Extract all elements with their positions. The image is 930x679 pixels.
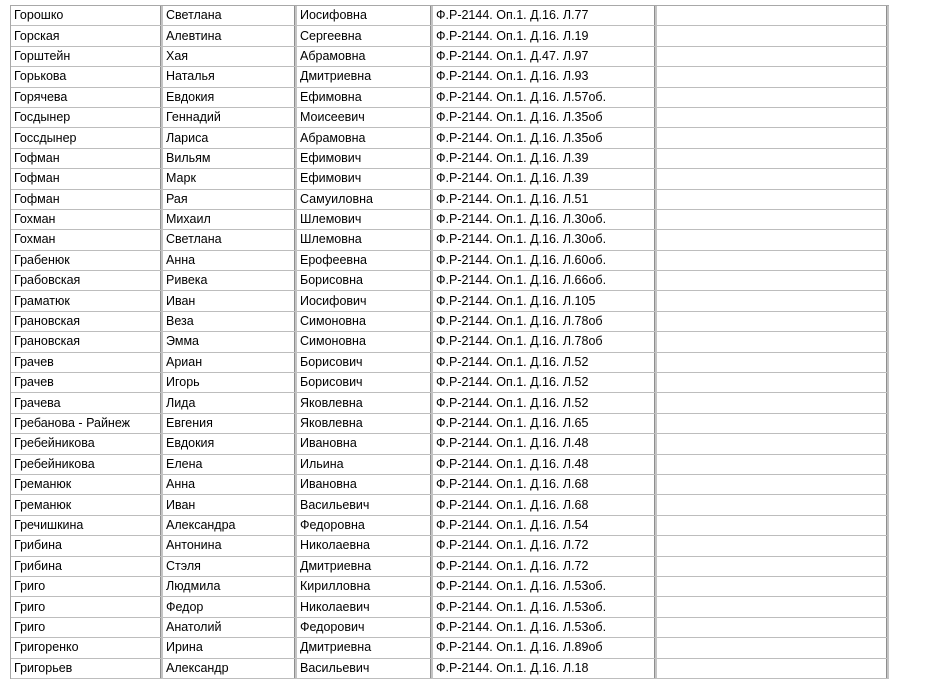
empty-cell bbox=[657, 638, 889, 658]
name-cell: Эмма bbox=[163, 332, 297, 352]
surname-cell: Грибина bbox=[11, 536, 163, 556]
name-cell: Анна bbox=[163, 251, 297, 271]
surname-cell: Грибина bbox=[11, 557, 163, 577]
patronymic-cell: Ефимович bbox=[297, 149, 433, 169]
empty-cell bbox=[657, 353, 889, 373]
patronymic-cell: Борисовна bbox=[297, 271, 433, 291]
surname-cell: Грановская bbox=[11, 312, 163, 332]
table-row bbox=[11, 353, 889, 373]
patronymic-cell: Дмитриевна bbox=[297, 67, 433, 87]
patronymic-cell: Абрамовна bbox=[297, 47, 433, 67]
table-row bbox=[11, 6, 889, 26]
surname-cell: Греманюк bbox=[11, 495, 163, 515]
name-cell: Светлана bbox=[163, 230, 297, 250]
empty-cell bbox=[657, 88, 889, 108]
empty-cell bbox=[657, 67, 889, 87]
name-cell: Лида bbox=[163, 393, 297, 413]
patronymic-cell: Борисович bbox=[297, 353, 433, 373]
surname-cell: Григо bbox=[11, 597, 163, 617]
archive-reference-cell: Ф.Р-2144. Оп.1. Д.16. Л.68 bbox=[433, 475, 657, 495]
empty-cell bbox=[657, 393, 889, 413]
empty-cell bbox=[657, 414, 889, 434]
table-row bbox=[11, 251, 889, 271]
table-row bbox=[11, 577, 889, 597]
patronymic-cell: Шлемович bbox=[297, 210, 433, 230]
surname-cell: Горштейн bbox=[11, 47, 163, 67]
name-cell: Иван bbox=[163, 495, 297, 515]
archive-reference-cell: Ф.Р-2144. Оп.1. Д.16. Л.52 bbox=[433, 393, 657, 413]
archive-reference-cell: Ф.Р-2144. Оп.1. Д.16. Л.54 bbox=[433, 516, 657, 536]
name-cell: Рая bbox=[163, 190, 297, 210]
empty-cell bbox=[657, 108, 889, 128]
name-cell: Ривека bbox=[163, 271, 297, 291]
table-row bbox=[11, 414, 889, 434]
name-cell: Хая bbox=[163, 47, 297, 67]
patronymic-cell: Ивановна bbox=[297, 434, 433, 454]
patronymic-cell: Моисеевич bbox=[297, 108, 433, 128]
archive-reference-cell: Ф.Р-2144. Оп.1. Д.16. Л.48 bbox=[433, 434, 657, 454]
empty-cell bbox=[657, 210, 889, 230]
archive-reference-cell: Ф.Р-2144. Оп.1. Д.16. Л.78об bbox=[433, 332, 657, 352]
surname-cell: Горошко bbox=[11, 6, 163, 26]
empty-cell bbox=[657, 6, 889, 26]
surname-cell: Грачев bbox=[11, 373, 163, 393]
name-cell: Веза bbox=[163, 312, 297, 332]
name-cell: Алевтина bbox=[163, 26, 297, 46]
table-row bbox=[11, 597, 889, 617]
empty-cell bbox=[657, 516, 889, 536]
table-row bbox=[11, 128, 889, 148]
surname-cell: Гохман bbox=[11, 210, 163, 230]
table-row bbox=[11, 47, 889, 67]
name-cell: Наталья bbox=[163, 67, 297, 87]
surname-cell: Грабовская bbox=[11, 271, 163, 291]
patronymic-cell: Яковлевна bbox=[297, 393, 433, 413]
patronymic-cell: Федоровна bbox=[297, 516, 433, 536]
surname-cell: Греманюк bbox=[11, 475, 163, 495]
name-cell: Евгения bbox=[163, 414, 297, 434]
table-row bbox=[11, 149, 889, 169]
surname-cell: Григо bbox=[11, 618, 163, 638]
surname-cell: Гофман bbox=[11, 190, 163, 210]
name-cell: Иван bbox=[163, 291, 297, 311]
name-cell: Федор bbox=[163, 597, 297, 617]
name-cell: Евдокия bbox=[163, 434, 297, 454]
name-cell: Геннадий bbox=[163, 108, 297, 128]
table-row bbox=[11, 169, 889, 189]
name-cell: Михаил bbox=[163, 210, 297, 230]
name-cell: Анна bbox=[163, 475, 297, 495]
table-row bbox=[11, 536, 889, 556]
surname-cell: Григорьев bbox=[11, 659, 163, 679]
name-cell: Александр bbox=[163, 659, 297, 679]
patronymic-cell: Абрамовна bbox=[297, 128, 433, 148]
empty-cell bbox=[657, 373, 889, 393]
empty-cell bbox=[657, 455, 889, 475]
surname-cell: Григоренко bbox=[11, 638, 163, 658]
empty-cell bbox=[657, 291, 889, 311]
table-row bbox=[11, 312, 889, 332]
table-row bbox=[11, 373, 889, 393]
empty-cell bbox=[657, 434, 889, 454]
patronymic-cell: Самуиловна bbox=[297, 190, 433, 210]
surname-cell: Гребанова - Райнеж bbox=[11, 414, 163, 434]
surname-cell: Гофман bbox=[11, 149, 163, 169]
table-row bbox=[11, 455, 889, 475]
name-cell: Лариса bbox=[163, 128, 297, 148]
archive-reference-cell: Ф.Р-2144. Оп.1. Д.16. Л.51 bbox=[433, 190, 657, 210]
surname-cell: Грабенюк bbox=[11, 251, 163, 271]
table-row bbox=[11, 230, 889, 250]
patronymic-cell: Иосифович bbox=[297, 291, 433, 311]
table-row bbox=[11, 618, 889, 638]
patronymic-cell: Иосифовна bbox=[297, 6, 433, 26]
table-row bbox=[11, 210, 889, 230]
name-cell: Ирина bbox=[163, 638, 297, 658]
surname-cell: Грачев bbox=[11, 353, 163, 373]
empty-cell bbox=[657, 190, 889, 210]
empty-cell bbox=[657, 475, 889, 495]
name-cell: Игорь bbox=[163, 373, 297, 393]
name-cell: Людмила bbox=[163, 577, 297, 597]
table-row bbox=[11, 26, 889, 46]
surname-cell: Горькова bbox=[11, 67, 163, 87]
name-cell: Антонина bbox=[163, 536, 297, 556]
surname-cell: Гофман bbox=[11, 169, 163, 189]
archive-reference-cell: Ф.Р-2144. Оп.1. Д.47. Л.97 bbox=[433, 47, 657, 67]
empty-cell bbox=[657, 536, 889, 556]
patronymic-cell: Шлемовна bbox=[297, 230, 433, 250]
archive-reference-cell: Ф.Р-2144. Оп.1. Д.16. Л.57об. bbox=[433, 88, 657, 108]
record-sheet bbox=[10, 5, 888, 679]
archive-reference-cell: Ф.Р-2144. Оп.1. Д.16. Л.78об bbox=[433, 312, 657, 332]
archive-reference-cell: Ф.Р-2144. Оп.1. Д.16. Л.53об. bbox=[433, 577, 657, 597]
archive-reference-cell: Ф.Р-2144. Оп.1. Д.16. Л.93 bbox=[433, 67, 657, 87]
surname-cell: Госсдынер bbox=[11, 128, 163, 148]
archive-reference-cell: Ф.Р-2144. Оп.1. Д.16. Л.52 bbox=[433, 353, 657, 373]
surname-cell: Горская bbox=[11, 26, 163, 46]
archive-reference-cell: Ф.Р-2144. Оп.1. Д.16. Л.18 bbox=[433, 659, 657, 679]
archive-reference-cell: Ф.Р-2144. Оп.1. Д.16. Л.53об. bbox=[433, 597, 657, 617]
records-table-body bbox=[11, 6, 889, 679]
patronymic-cell: Ильина bbox=[297, 455, 433, 475]
archive-reference-cell: Ф.Р-2144. Оп.1. Д.16. Л.72 bbox=[433, 557, 657, 577]
table-row bbox=[11, 108, 889, 128]
patronymic-cell: Симоновна bbox=[297, 312, 433, 332]
archive-reference-cell: Ф.Р-2144. Оп.1. Д.16. Л.72 bbox=[433, 536, 657, 556]
empty-cell bbox=[657, 618, 889, 638]
patronymic-cell: Сергеевна bbox=[297, 26, 433, 46]
table-row bbox=[11, 271, 889, 291]
name-cell: Анатолий bbox=[163, 618, 297, 638]
empty-cell bbox=[657, 47, 889, 67]
name-cell: Светлана bbox=[163, 6, 297, 26]
empty-cell bbox=[657, 577, 889, 597]
archive-reference-cell: Ф.Р-2144. Оп.1. Д.16. Л.48 bbox=[433, 455, 657, 475]
patronymic-cell: Ефимович bbox=[297, 169, 433, 189]
empty-cell bbox=[657, 597, 889, 617]
patronymic-cell: Николаевич bbox=[297, 597, 433, 617]
empty-cell bbox=[657, 557, 889, 577]
empty-cell bbox=[657, 495, 889, 515]
surname-cell: Грачева bbox=[11, 393, 163, 413]
name-cell: Стэля bbox=[163, 557, 297, 577]
empty-cell bbox=[657, 26, 889, 46]
table-row bbox=[11, 475, 889, 495]
empty-cell bbox=[657, 169, 889, 189]
name-cell: Вильям bbox=[163, 149, 297, 169]
surname-cell: Госдынер bbox=[11, 108, 163, 128]
archive-reference-cell: Ф.Р-2144. Оп.1. Д.16. Л.66об. bbox=[433, 271, 657, 291]
patronymic-cell: Васильевич bbox=[297, 495, 433, 515]
archive-reference-cell: Ф.Р-2144. Оп.1. Д.16. Л.53об. bbox=[433, 618, 657, 638]
surname-cell: Гохман bbox=[11, 230, 163, 250]
patronymic-cell: Яковлевна bbox=[297, 414, 433, 434]
table-row bbox=[11, 638, 889, 658]
empty-cell bbox=[657, 271, 889, 291]
archive-reference-cell: Ф.Р-2144. Оп.1. Д.16. Л.30об. bbox=[433, 210, 657, 230]
empty-cell bbox=[657, 332, 889, 352]
name-cell: Евдокия bbox=[163, 88, 297, 108]
patronymic-cell: Дмитриевна bbox=[297, 557, 433, 577]
surname-cell: Грановская bbox=[11, 332, 163, 352]
records-table bbox=[10, 5, 889, 679]
patronymic-cell: Федорович bbox=[297, 618, 433, 638]
empty-cell bbox=[657, 149, 889, 169]
table-row bbox=[11, 557, 889, 577]
surname-cell: Горячева bbox=[11, 88, 163, 108]
table-row bbox=[11, 291, 889, 311]
table-row bbox=[11, 659, 889, 679]
table-row bbox=[11, 332, 889, 352]
patronymic-cell: Ерофеевна bbox=[297, 251, 433, 271]
surname-cell: Гречишкина bbox=[11, 516, 163, 536]
archive-reference-cell: Ф.Р-2144. Оп.1. Д.16. Л.60об. bbox=[433, 251, 657, 271]
archive-reference-cell: Ф.Р-2144. Оп.1. Д.16. Л.35об bbox=[433, 128, 657, 148]
table-row bbox=[11, 516, 889, 536]
patronymic-cell: Дмитриевна bbox=[297, 638, 433, 658]
table-row bbox=[11, 88, 889, 108]
patronymic-cell: Ивановна bbox=[297, 475, 433, 495]
archive-reference-cell: Ф.Р-2144. Оп.1. Д.16. Л.65 bbox=[433, 414, 657, 434]
archive-reference-cell: Ф.Р-2144. Оп.1. Д.16. Л.68 bbox=[433, 495, 657, 515]
empty-cell bbox=[657, 128, 889, 148]
archive-reference-cell: Ф.Р-2144. Оп.1. Д.16. Л.35об bbox=[433, 108, 657, 128]
table-row bbox=[11, 67, 889, 87]
empty-cell bbox=[657, 230, 889, 250]
name-cell: Елена bbox=[163, 455, 297, 475]
name-cell: Ариан bbox=[163, 353, 297, 373]
surname-cell: Гребейникова bbox=[11, 455, 163, 475]
archive-reference-cell: Ф.Р-2144. Оп.1. Д.16. Л.19 bbox=[433, 26, 657, 46]
archive-reference-cell: Ф.Р-2144. Оп.1. Д.16. Л.77 bbox=[433, 6, 657, 26]
empty-cell bbox=[657, 312, 889, 332]
empty-cell bbox=[657, 251, 889, 271]
patronymic-cell: Кирилловна bbox=[297, 577, 433, 597]
surname-cell: Гребейникова bbox=[11, 434, 163, 454]
archive-reference-cell: Ф.Р-2144. Оп.1. Д.16. Л.105 bbox=[433, 291, 657, 311]
archive-reference-cell: Ф.Р-2144. Оп.1. Д.16. Л.89об bbox=[433, 638, 657, 658]
name-cell: Александра bbox=[163, 516, 297, 536]
patronymic-cell: Васильевич bbox=[297, 659, 433, 679]
patronymic-cell: Симоновна bbox=[297, 332, 433, 352]
patronymic-cell: Борисович bbox=[297, 373, 433, 393]
table-row bbox=[11, 495, 889, 515]
table-row bbox=[11, 190, 889, 210]
empty-cell bbox=[657, 659, 889, 679]
table-row bbox=[11, 393, 889, 413]
patronymic-cell: Ефимовна bbox=[297, 88, 433, 108]
name-cell: Марк bbox=[163, 169, 297, 189]
table-row bbox=[11, 434, 889, 454]
archive-reference-cell: Ф.Р-2144. Оп.1. Д.16. Л.30об. bbox=[433, 230, 657, 250]
archive-reference-cell: Ф.Р-2144. Оп.1. Д.16. Л.52 bbox=[433, 373, 657, 393]
patronymic-cell: Николаевна bbox=[297, 536, 433, 556]
surname-cell: Граматюк bbox=[11, 291, 163, 311]
archive-reference-cell: Ф.Р-2144. Оп.1. Д.16. Л.39 bbox=[433, 169, 657, 189]
archive-reference-cell: Ф.Р-2144. Оп.1. Д.16. Л.39 bbox=[433, 149, 657, 169]
surname-cell: Григо bbox=[11, 577, 163, 597]
